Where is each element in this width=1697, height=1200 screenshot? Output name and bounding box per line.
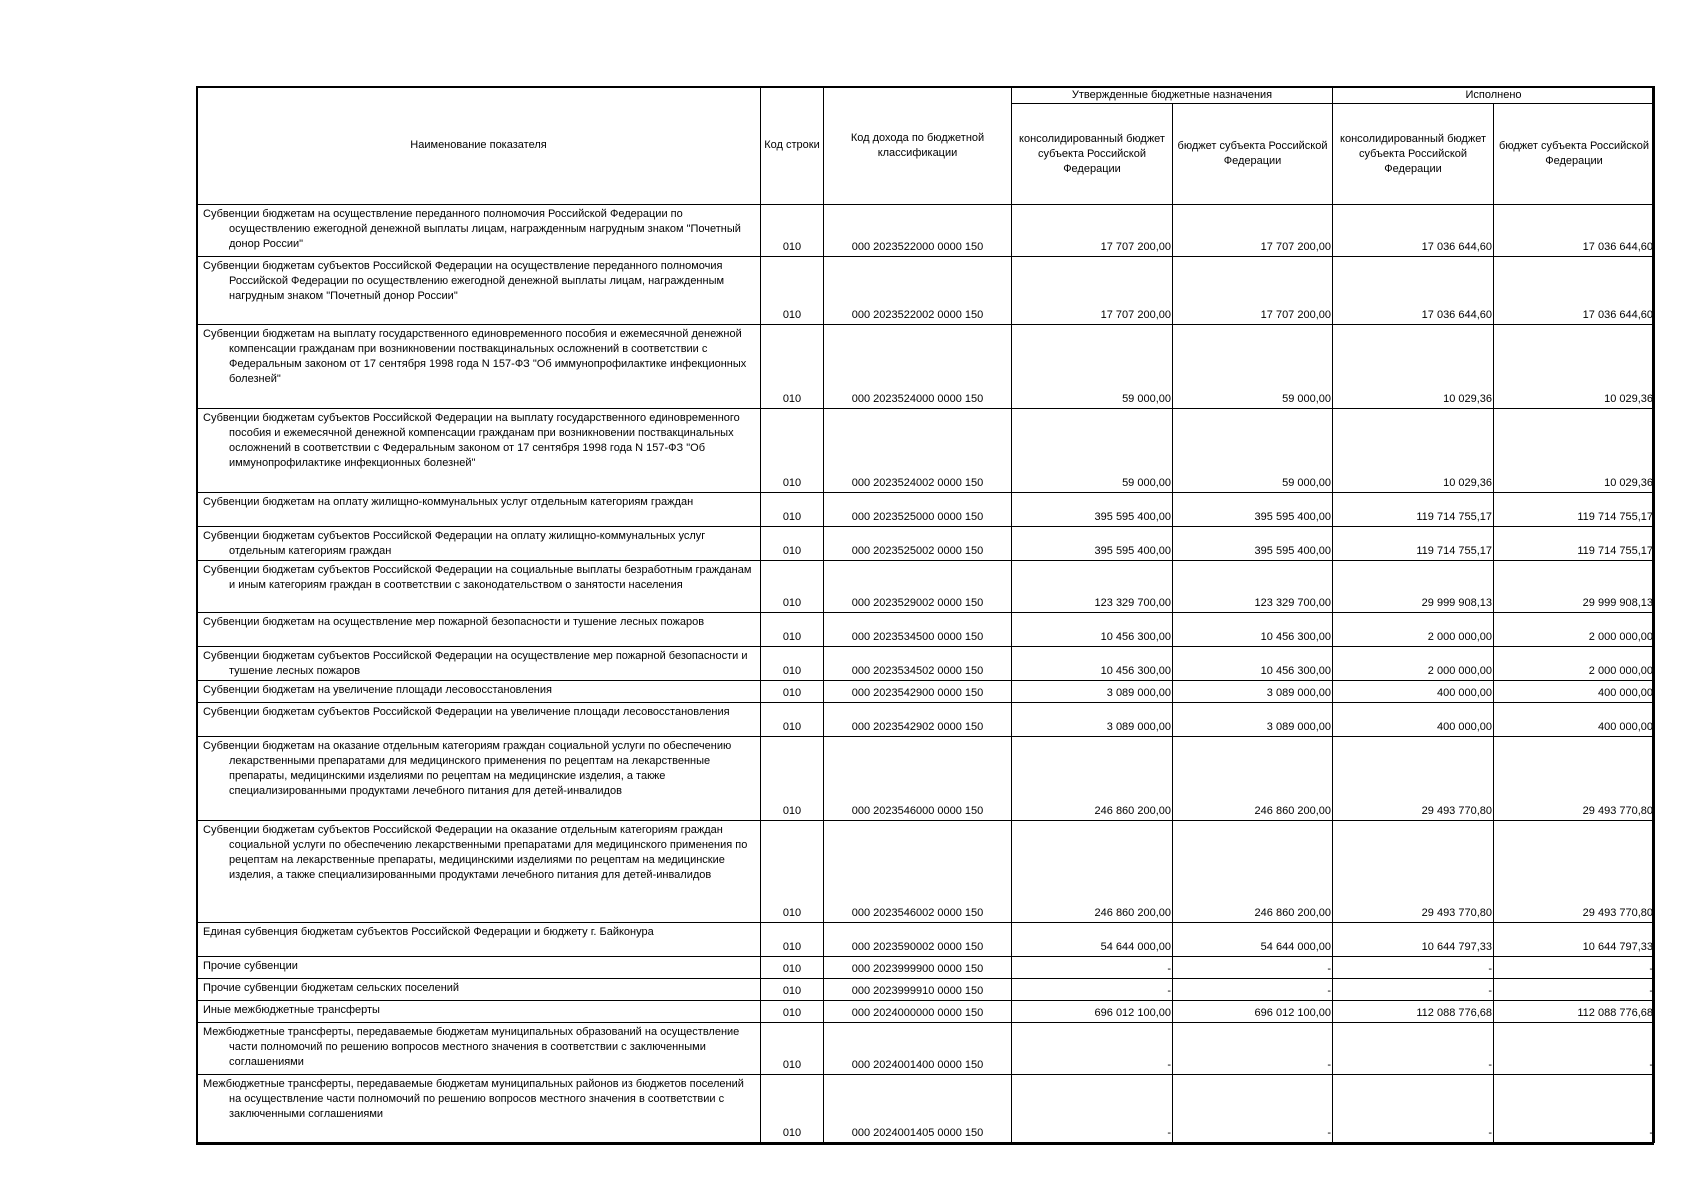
header-row-code: Код строки	[761, 87, 824, 205]
table-row	[197, 923, 1655, 957]
cell-approved-subject: 123 329 700,00	[1173, 561, 1333, 613]
cell-indicator-name: Субвенции бюджетам на оказание отдельным категориям граждан социальной услуги по обеспечению лекарственными препаратами для медицинского применения по рецептам на лекарственные препараты, медицинскими изделиями по рецептам на медицинские изделия, а также специализированными продуктами лечебного питания для детей-инвалидов	[197, 737, 761, 821]
header-income-code: Код дохода по бюджетной классификации	[824, 87, 1012, 205]
cell-approved-consolidated: 395 595 400,00	[1012, 493, 1173, 527]
cell-executed-subject: 400 000,00	[1494, 681, 1655, 703]
table-row	[197, 1001, 1655, 1023]
cell-income-code: 000 2023999910 0000 150	[824, 979, 1012, 1001]
cell-approved-consolidated: 10 456 300,00	[1012, 613, 1173, 647]
cell-income-code: 000 2023522002 0000 150	[824, 257, 1012, 325]
cell-row-code: 010	[761, 979, 824, 1001]
cell-indicator-name: Субвенции бюджетам субъектов Российской Федерации на осуществление переданного полномочия Российской Федерации по осуществлению ежегодной денежной выплаты лицам, награжденным нагрудным знаком "Почетный донор России"	[197, 257, 761, 325]
cell-income-code: 000 2023522000 0000 150	[824, 205, 1012, 257]
table-header	[197, 87, 1655, 205]
cell-executed-consolidated: 400 000,00	[1333, 681, 1494, 703]
cell-row-code: 010	[761, 527, 824, 561]
cell-approved-consolidated: 246 860 200,00	[1012, 737, 1173, 821]
cell-row-code: 010	[761, 1023, 824, 1075]
table-row	[197, 737, 1655, 821]
cell-income-code: 000 2023529002 0000 150	[824, 561, 1012, 613]
cell-approved-subject: 696 012 100,00	[1173, 1001, 1333, 1023]
table-row	[197, 561, 1655, 613]
cell-approved-subject: 59 000,00	[1173, 409, 1333, 493]
cell-executed-subject: 2 000 000,00	[1494, 613, 1655, 647]
cell-row-code: 010	[761, 957, 824, 979]
header-name: Наименование показателя	[197, 87, 761, 205]
cell-approved-consolidated: 246 860 200,00	[1012, 821, 1173, 923]
cell-indicator-name: Прочие субвенции бюджетам сельских поселений	[197, 979, 761, 1001]
cell-approved-subject: -	[1173, 957, 1333, 979]
cell-approved-subject: 54 644 000,00	[1173, 923, 1333, 957]
cell-income-code: 000 2024001405 0000 150	[824, 1075, 1012, 1143]
cell-executed-subject: 119 714 755,17	[1494, 527, 1655, 561]
cell-indicator-name: Межбюджетные трансферты, передаваемые бюджетам муниципальных образований на осуществление части полномочий по решению вопросов местного значения в соответствии с заключенными соглашениями	[197, 1023, 761, 1075]
cell-indicator-name: Субвенции бюджетам субъектов Российской Федерации на выплату государственного единовременного пособия и ежемесячной денежной компенсации гражданам при возникновении поствакцинальных осложнений в соответствии с Федеральным законом от 17 сентября 1998 года N 157-ФЗ "Об иммунопрофилактике инфекционных болезней"	[197, 409, 761, 493]
table-row	[197, 821, 1655, 923]
cell-indicator-name: Субвенции бюджетам на выплату государственного единовременного пособия и ежемесячной денежной компенсации гражданам при возникновении поствакцинальных осложнений в соответствии с Федеральным законом от 17 сентября 1998 года N 157-ФЗ "Об иммунопрофилактике инфекционных болезней"	[197, 325, 761, 409]
cell-indicator-name: Субвенции бюджетам на оплату жилищно-коммунальных услуг отдельным категориям граждан	[197, 493, 761, 527]
cell-indicator-name: Межбюджетные трансферты, передаваемые бюджетам муниципальных районов из бюджетов поселений на осуществление части полномочий по решению вопросов местного значения в соответствии с заключенными соглашениями	[197, 1075, 761, 1143]
cell-executed-subject: -	[1494, 957, 1655, 979]
cell-approved-consolidated: 17 707 200,00	[1012, 257, 1173, 325]
cell-approved-consolidated: 10 456 300,00	[1012, 647, 1173, 681]
cell-indicator-name: Субвенции бюджетам субъектов Российской Федерации на социальные выплаты безработным гражданам и иным категориям граждан в соответствии с законодательством о занятости населения	[197, 561, 761, 613]
table-row	[197, 1075, 1655, 1143]
cell-row-code: 010	[761, 681, 824, 703]
cell-executed-subject: -	[1494, 979, 1655, 1001]
cell-executed-subject: 17 036 644,60	[1494, 205, 1655, 257]
cell-row-code: 010	[761, 737, 824, 821]
cell-approved-consolidated: 59 000,00	[1012, 325, 1173, 409]
header-executed-consolidated: консолидированный бюджет субъекта Российской Федерации	[1333, 104, 1494, 205]
cell-approved-subject: 3 089 000,00	[1173, 681, 1333, 703]
cell-income-code: 000 2023542900 0000 150	[824, 681, 1012, 703]
cell-row-code: 010	[761, 561, 824, 613]
cell-approved-consolidated: -	[1012, 1023, 1173, 1075]
cell-approved-subject: 246 860 200,00	[1173, 821, 1333, 923]
cell-approved-subject: 10 456 300,00	[1173, 613, 1333, 647]
cell-income-code: 000 2023525000 0000 150	[824, 493, 1012, 527]
cell-approved-subject: -	[1173, 1023, 1333, 1075]
table-row	[197, 1023, 1655, 1075]
cell-executed-consolidated: 10 029,36	[1333, 409, 1494, 493]
table-row	[197, 613, 1655, 647]
cell-approved-subject: 10 456 300,00	[1173, 647, 1333, 681]
cell-approved-consolidated: -	[1012, 1075, 1173, 1143]
cell-approved-subject: 395 595 400,00	[1173, 527, 1333, 561]
cell-executed-subject: 10 644 797,33	[1494, 923, 1655, 957]
cell-row-code: 010	[761, 923, 824, 957]
table-row	[197, 205, 1655, 257]
header-approved-subject: бюджет субъекта Российской Федерации	[1173, 104, 1333, 205]
cell-approved-consolidated: 696 012 100,00	[1012, 1001, 1173, 1023]
cell-executed-consolidated: 10 029,36	[1333, 325, 1494, 409]
cell-executed-consolidated: -	[1333, 1023, 1494, 1075]
cell-executed-subject: 17 036 644,60	[1494, 257, 1655, 325]
cell-approved-subject: -	[1173, 1075, 1333, 1143]
cell-row-code: 010	[761, 493, 824, 527]
cell-income-code: 000 2023524000 0000 150	[824, 325, 1012, 409]
cell-approved-consolidated: 3 089 000,00	[1012, 681, 1173, 703]
cell-executed-consolidated: 2 000 000,00	[1333, 613, 1494, 647]
cell-executed-subject: 119 714 755,17	[1494, 493, 1655, 527]
cell-indicator-name: Субвенции бюджетам субъектов Российской Федерации на увеличение площади лесовосстановления	[197, 703, 761, 737]
cell-executed-consolidated: 119 714 755,17	[1333, 527, 1494, 561]
table-row	[197, 957, 1655, 979]
cell-approved-subject: 246 860 200,00	[1173, 737, 1333, 821]
header-approved-consolidated: консолидированный бюджет субъекта Российской Федерации	[1012, 104, 1173, 205]
cell-executed-subject: 400 000,00	[1494, 703, 1655, 737]
cell-income-code: 000 2023590002 0000 150	[824, 923, 1012, 957]
cell-executed-consolidated: 29 999 908,13	[1333, 561, 1494, 613]
header-approved: Утвержденные бюджетные назначения	[1012, 87, 1333, 104]
cell-executed-consolidated: 10 644 797,33	[1333, 923, 1494, 957]
cell-approved-subject: 17 707 200,00	[1173, 257, 1333, 325]
cell-executed-consolidated: 17 036 644,60	[1333, 257, 1494, 325]
cell-executed-consolidated: -	[1333, 979, 1494, 1001]
cell-row-code: 010	[761, 257, 824, 325]
cell-executed-consolidated: 112 088 776,68	[1333, 1001, 1494, 1023]
cell-row-code: 010	[761, 325, 824, 409]
cell-approved-consolidated: 17 707 200,00	[1012, 205, 1173, 257]
cell-executed-subject: 10 029,36	[1494, 325, 1655, 409]
cell-executed-subject: 112 088 776,68	[1494, 1001, 1655, 1023]
cell-income-code: 000 2024000000 0000 150	[824, 1001, 1012, 1023]
cell-approved-consolidated: 395 595 400,00	[1012, 527, 1173, 561]
cell-approved-consolidated: -	[1012, 957, 1173, 979]
cell-executed-consolidated: 2 000 000,00	[1333, 647, 1494, 681]
header-executed-subject: бюджет субъекта Российской Федерации	[1494, 104, 1655, 205]
table-row	[197, 527, 1655, 561]
cell-row-code: 010	[761, 613, 824, 647]
cell-income-code: 000 2023524002 0000 150	[824, 409, 1012, 493]
cell-executed-consolidated: 29 493 770,80	[1333, 821, 1494, 923]
cell-executed-consolidated: 29 493 770,80	[1333, 737, 1494, 821]
cell-indicator-name: Субвенции бюджетам на увеличение площади лесовосстановления	[197, 681, 761, 703]
table-row	[197, 493, 1655, 527]
cell-executed-subject: 10 029,36	[1494, 409, 1655, 493]
cell-approved-consolidated: 3 089 000,00	[1012, 703, 1173, 737]
cell-executed-consolidated: -	[1333, 957, 1494, 979]
cell-executed-subject: 29 999 908,13	[1494, 561, 1655, 613]
cell-income-code: 000 2023999900 0000 150	[824, 957, 1012, 979]
cell-income-code: 000 2023546000 0000 150	[824, 737, 1012, 821]
cell-indicator-name: Прочие субвенции	[197, 957, 761, 979]
table-row	[197, 409, 1655, 493]
cell-income-code: 000 2023542902 0000 150	[824, 703, 1012, 737]
cell-approved-consolidated: 123 329 700,00	[1012, 561, 1173, 613]
cell-executed-subject: 29 493 770,80	[1494, 737, 1655, 821]
table-body	[197, 205, 1655, 1143]
budget-table	[196, 86, 1655, 1143]
table-row	[197, 647, 1655, 681]
cell-row-code: 010	[761, 1001, 824, 1023]
cell-income-code: 000 2024001400 0000 150	[824, 1023, 1012, 1075]
cell-executed-subject: 29 493 770,80	[1494, 821, 1655, 923]
cell-row-code: 010	[761, 821, 824, 923]
table-row	[197, 979, 1655, 1001]
cell-indicator-name: Субвенции бюджетам субъектов Российской Федерации на оплату жилищно-коммунальных услуг отдельным категориям граждан	[197, 527, 761, 561]
cell-indicator-name: Единая субвенция бюджетам субъектов Российской Федерации и бюджету г. Байконура	[197, 923, 761, 957]
table-row	[197, 703, 1655, 737]
cell-row-code: 010	[761, 1075, 824, 1143]
cell-approved-consolidated: 54 644 000,00	[1012, 923, 1173, 957]
cell-income-code: 000 2023525002 0000 150	[824, 527, 1012, 561]
cell-indicator-name: Субвенции бюджетам на осуществление переданного полномочия Российской Федерации по осуществлению ежегодной денежной выплаты лицам, награжденным нагрудным знаком "Почетный донор России"	[197, 205, 761, 257]
budget-report-sheet	[196, 86, 1654, 1143]
cell-executed-subject: -	[1494, 1023, 1655, 1075]
cell-income-code: 000 2023534502 0000 150	[824, 647, 1012, 681]
cell-executed-subject: -	[1494, 1075, 1655, 1143]
header-executed: Исполнено	[1333, 87, 1655, 104]
cell-executed-consolidated: 119 714 755,17	[1333, 493, 1494, 527]
cell-approved-subject: 17 707 200,00	[1173, 205, 1333, 257]
cell-executed-subject: 2 000 000,00	[1494, 647, 1655, 681]
cell-row-code: 010	[761, 647, 824, 681]
cell-approved-subject: -	[1173, 979, 1333, 1001]
cell-approved-consolidated: -	[1012, 979, 1173, 1001]
cell-executed-consolidated: 400 000,00	[1333, 703, 1494, 737]
table-row	[197, 257, 1655, 325]
cell-approved-subject: 395 595 400,00	[1173, 493, 1333, 527]
cell-approved-subject: 3 089 000,00	[1173, 703, 1333, 737]
cell-indicator-name: Субвенции бюджетам на осуществление мер пожарной безопасности и тушение лесных пожаров	[197, 613, 761, 647]
cell-executed-consolidated: -	[1333, 1075, 1494, 1143]
table-row	[197, 325, 1655, 409]
cell-row-code: 010	[761, 409, 824, 493]
table-row	[197, 681, 1655, 703]
cell-indicator-name: Субвенции бюджетам субъектов Российской Федерации на оказание отдельным категориям граждан социальной услуги по обеспечению лекарственными препаратами для медицинского применения по рецептам на лекарственные препараты, медицинскими изделиями по рецептам на медицинские изделия, а также специализированными продуктами лечебного питания для детей-инвалидов	[197, 821, 761, 923]
cell-indicator-name: Субвенции бюджетам субъектов Российской Федерации на осуществление мер пожарной безопасности и тушение лесных пожаров	[197, 647, 761, 681]
cell-approved-consolidated: 59 000,00	[1012, 409, 1173, 493]
cell-indicator-name: Иные межбюджетные трансферты	[197, 1001, 761, 1023]
cell-executed-consolidated: 17 036 644,60	[1333, 205, 1494, 257]
cell-income-code: 000 2023534500 0000 150	[824, 613, 1012, 647]
cell-approved-subject: 59 000,00	[1173, 325, 1333, 409]
cell-row-code: 010	[761, 703, 824, 737]
cell-income-code: 000 2023546002 0000 150	[824, 821, 1012, 923]
cell-row-code: 010	[761, 205, 824, 257]
